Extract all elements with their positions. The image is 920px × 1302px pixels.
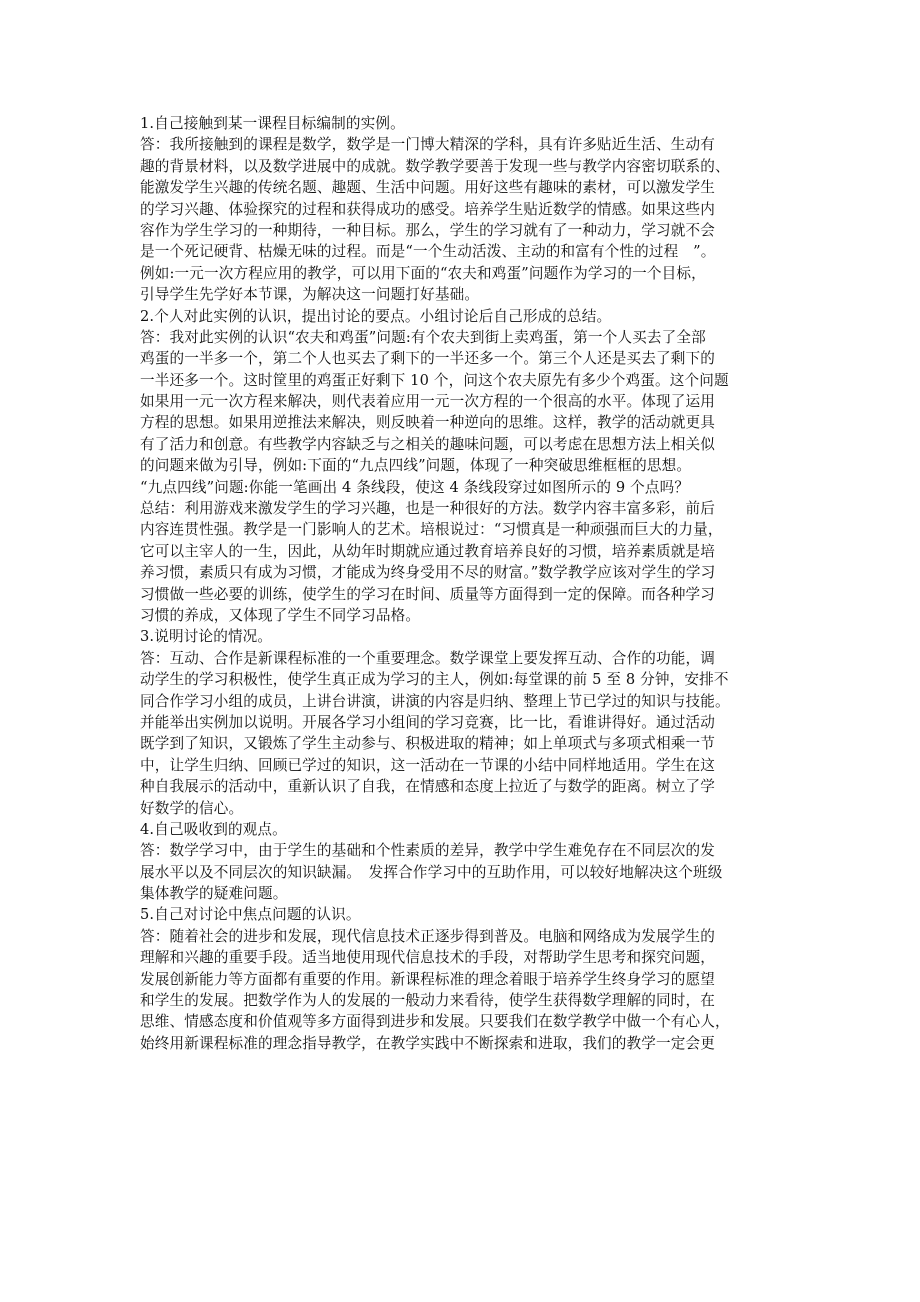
answer-line: 思维、情感态度和价值观等多方面得到进步和发展。只要我们在数学教学中做一个有心人， bbox=[140, 1013, 730, 1031]
answer-line: 集体教学的疑难问题。 bbox=[140, 885, 288, 903]
answer-line: 答：我对此实例的认识“农夫和鸡蛋”问题:有个农夫到街上卖鸡蛋，第一个人买去了全部 bbox=[140, 328, 706, 346]
answer-line: 并能举出实例加以说明。开展各学习小组间的学习竞赛，比一比，看谁讲得好。通过活动 bbox=[140, 713, 716, 731]
answer-line: 趣的背景材料，以及数学进展中的成就。数学教学要善于发现一些与教学内容密切联系的、 bbox=[140, 157, 730, 175]
summary-line: 习惯的养成，又体现了学生不同学习品格。 bbox=[140, 606, 421, 624]
question-heading-2: 2.个人对此实例的认识，提出讨论的要点。小组讨论后自己形成的总结。 bbox=[140, 307, 612, 325]
answer-line: 如果用一元一次方程来解决，则代表着应用一元一次方程的一个很高的水平。体现了运用 bbox=[140, 393, 716, 411]
answer-line: 发展创新能力等方面都有重要的作用。新课程标准的理念着眼于培养学生终身学习的愿望 bbox=[140, 970, 716, 988]
answer-line: 答：互动、合作是新课程标准的一个重要理念。数学课堂上要发挥互动、合作的功能，调 bbox=[140, 649, 716, 667]
question-heading-4: 4.自己吸收到的观点。 bbox=[140, 820, 287, 838]
answer-line: 理解和兴趣的重要手段。适当地使用现代信息技术的手段，对帮助学生思考和探究问题， bbox=[140, 949, 716, 967]
answer-line: 好数学的信心。 bbox=[140, 799, 244, 817]
answer-line: 方程的思想。如果用逆推法来解决，则反映着一种逆向的思维。这样，教学的活动就更具 bbox=[140, 414, 716, 432]
answer-line: 一半还多一个。这时筐里的鸡蛋正好剩下 10 个，问这个农夫原先有多少个鸡蛋。这个问题 bbox=[140, 371, 729, 389]
answer-line: 种自我展示的活动中，重新认识了自我，在情感和态度上拉近了与数学的距离。树立了学 bbox=[140, 778, 716, 796]
summary-line: 它可以主宰人的一生，因此，从幼年时期就应通过教育培养良好的习惯，培养素质就是培 bbox=[140, 542, 716, 560]
answer-line: 展水平以及不同层次的知识缺漏。 发挥合作学习中的互助作用，可以较好地解决这个班级 bbox=[140, 863, 723, 881]
summary-line: 总结：利用游戏来激发学生的学习兴趣，也是一种很好的方法。数学内容丰富多彩，前后 bbox=[140, 500, 716, 518]
answer-line: 鸡蛋的一半多一个，第二个人也买去了剩下的一半还多一个。第三个人还是买去了剩下的 bbox=[140, 350, 716, 368]
answer-line: 既学到了知识，又锻炼了学生主动参与、积极进取的精神；如上单项式与多项式相乘一节 bbox=[140, 735, 716, 753]
answer-line: 例如:一元一次方程应用的教学，可以用下面的“农夫和鸡蛋”问题作为学习的一个目标， bbox=[140, 264, 706, 282]
answer-line: 有了活力和创意。有些教学内容缺乏与之相关的趣味问题，可以考虑在思想方法上相关似 bbox=[140, 435, 716, 453]
answer-line: 答：随着社会的进步和发展，现代信息技术正逐步得到普及。电脑和网络成为发展学生的 bbox=[140, 927, 716, 945]
answer-line: 引导学生先学好本节课，为解决这一问题打好基础。 bbox=[140, 286, 480, 304]
answer-line: 的问题来做为引导，例如:下面的“九点四线”问题，体现了一种突破思维框框的思想。 bbox=[140, 457, 692, 475]
question-heading-5: 5.自己对讨论中焦点问题的认识。 bbox=[140, 906, 361, 924]
answer-line: 中，让学生归纳、回顾已学过的知识，这一活动在一节课的小结中同样地适用。学生在这 bbox=[140, 756, 716, 774]
question-heading-3: 3.说明讨论的情况。 bbox=[140, 628, 273, 646]
summary-line: 养习惯，素质只有成为习惯，才能成为终身受用不尽的财富。”数学教学应该对学生的学习 bbox=[140, 564, 716, 582]
answer-line: 同合作学习小组的成员，上讲台讲演，讲演的内容是归纳、整理上节已学过的知识与技能。 bbox=[140, 692, 730, 710]
answer-line: 和学生的发展。把数学作为人的发展的一般动力来看待，使学生获得数学理解的同时，在 bbox=[140, 992, 716, 1010]
answer-line: 动学生的学习积极性，使学生真正成为学习的主人，例如:每堂课的前 5 至 8 分钟，安排不 bbox=[140, 671, 729, 689]
answer-line: 答：数学学习中，由于学生的基础和个性素质的差异，教学中学生难免存在不同层次的发 bbox=[140, 842, 716, 860]
answer-line: 容作为学生学习的一种期待，一种目标。那么，学生的学习就有了一种动力，学习就不会 bbox=[140, 221, 716, 239]
document-body bbox=[140, 113, 780, 1054]
answer-line: “九点四线”问题:你能一笔画出 4 条线段，使这 4 条线段穿过如图所示的 9 个点吗？ bbox=[140, 478, 690, 496]
question-heading-1: 1.自己接触到某一课程目标编制的实例。 bbox=[140, 115, 405, 132]
answer-line: 始终用新课程标准的理念指导教学，在教学实践中不断探索和进取，我们的教学一定会更 bbox=[140, 1034, 716, 1052]
summary-line: 习惯做一些必要的训练，使学生的学习在时间、质量等方面得到一定的保障。而各种学习 bbox=[140, 585, 716, 603]
summary-line: 内容连贯性强。教学是一门影响人的艺术。培根说过：“习惯真是一种顽强而巨大的力量， bbox=[140, 521, 723, 539]
answer-line: 是一个死记硬背、枯燥无味的过程。而是“一个生动活泼、主动的和富有个性的过程 ”。 bbox=[140, 243, 716, 261]
answer-line: 答：我所接触到的课程是数学，数学是一门博大精深的学科，具有许多贴近生活、生动有 bbox=[140, 136, 716, 154]
answer-line: 能激发学生兴趣的传统名题、趣题、生活中问题。用好这些有趣味的素材，可以激发学生 bbox=[140, 179, 716, 197]
answer-line: 的学习兴趣、体验探究的过程和获得成功的感受。培养学生贴近数学的情感。如果这些内 bbox=[140, 200, 716, 218]
